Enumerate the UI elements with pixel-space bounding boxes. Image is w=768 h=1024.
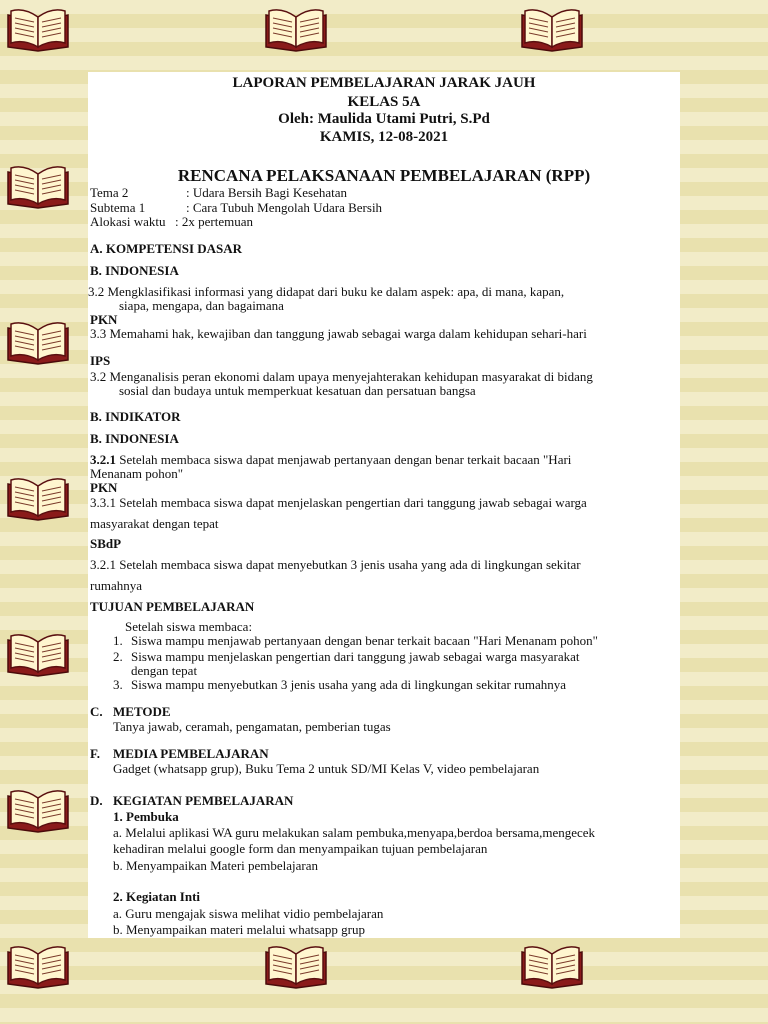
author-label: Oleh: Maulida Utami Putri, S.Pd	[278, 111, 490, 127]
book-icon	[262, 940, 330, 990]
objective-number: 2.	[113, 649, 123, 664]
section-heading: MEDIA PEMBELAJARAN	[113, 746, 269, 761]
activity-text: kehadiran melalui google form dan menyampaikan tujuan pembelajaran	[113, 841, 488, 856]
objective-text: Siswa mampu menjelaskan pengertian dari tanggung jawab sebagai warga masyarakat	[131, 649, 580, 664]
indicator-text: Menanam pohon"	[90, 466, 184, 481]
section-letter: D.	[90, 793, 103, 808]
indicator-text	[90, 452, 571, 467]
subject-heading: IPS	[90, 353, 111, 368]
section-heading: TUJUAN PEMBELAJARAN	[90, 599, 255, 614]
book-icon	[4, 3, 72, 53]
section-heading: A. KOMPETENSI DASAR	[90, 241, 243, 256]
class-label: KELAS 5A	[347, 94, 421, 110]
meta-label: Alokasi waktu	[90, 214, 166, 229]
objective-number: 3.	[113, 677, 123, 692]
meta-label: Subtema 1	[90, 200, 146, 215]
competency-text: siapa, mengapa, dan bagaimana	[119, 298, 284, 313]
objective-intro: Setelah siswa membaca:	[125, 619, 253, 634]
objective-number: 1.	[113, 633, 123, 648]
subject-heading: B. INDONESIA	[90, 431, 179, 446]
book-icon	[4, 160, 72, 210]
section-heading: METODE	[113, 704, 171, 719]
activity-text: a. Melalui aplikasi WA guru melakukan salam pembuka,menyapa,berdoa bersama,mengecek	[113, 825, 596, 840]
activity-text: a. Guru mengajak siswa melihat vidio pembelajaran	[113, 906, 384, 921]
meta-value: : Udara Bersih Bagi Kesehatan	[186, 185, 348, 200]
indicator-text: masyarakat dengan tepat	[90, 516, 219, 531]
subject-heading: PKN	[90, 480, 118, 495]
rpp-title: RENCANA PELAKSANAAN PEMBELAJARAN (RPP)	[177, 166, 591, 185]
book-icon	[518, 940, 586, 990]
competency-text: 3.3 Memahami hak, kewajiban dan tanggung jawab sebagai warga dalam kehidupan sehari-hari	[90, 326, 587, 341]
report-title: LAPORAN PEMBELAJARAN JARAK JAUH	[232, 75, 536, 91]
competency-text: sosial dan budaya untuk memperkuat kesatuan dan persatuan bangsa	[119, 383, 476, 398]
subject-heading: B. INDONESIA	[90, 263, 179, 278]
indicator-text: 3.3.1 Setelah membaca siswa dapat menjelaskan pengertian dari tanggung jawab sebagai warga	[90, 495, 587, 510]
indicator-number: 3.2.1	[90, 452, 116, 467]
subject-heading: SBdP	[90, 536, 122, 551]
objective-text-part: Siswa mampu menjawab pertanyaan dengan benar terkait bacaan "Hari Menanam pohon"	[131, 633, 598, 648]
activity-text: b. Menyampaikan Materi pembelajaran	[113, 858, 319, 873]
indicator-text: rumahnya	[90, 578, 142, 593]
section-letter: C.	[90, 704, 103, 719]
book-icon	[4, 940, 72, 990]
book-icon	[262, 3, 330, 53]
indicator-text: 3.2.1 Setelah membaca siswa dapat menyebutkan 3 jenis usaha yang ada di lingkungan sekitar	[90, 557, 581, 572]
document-page	[88, 72, 680, 938]
meta-value: : 2x pertemuan	[175, 214, 253, 229]
date-label: KAMIS, 12-08-2021	[319, 129, 449, 145]
method-text: Tanya jawab, ceramah, pengamatan, pemberian tugas	[113, 719, 391, 734]
indicator-text-part: Setelah membaca siswa dapat menjawab pertanyaan dengan benar terkait bacaan "Hari	[116, 452, 572, 467]
competency-text: 3.2 Mengklasifikasi informasi yang didapat dari buku ke dalam aspek: apa, di mana, kapan,	[88, 284, 565, 299]
book-icon	[4, 472, 72, 522]
book-icon	[518, 3, 586, 53]
activity-subheading: 1. Pembuka	[113, 809, 179, 824]
competency-text: 3.2 Menganalisis peran ekonomi dalam upaya menyejahterakan kehidupan masyarakat di bidang	[90, 369, 593, 384]
activity-text: b. Menyampaikan materi melalui whatsapp grup	[113, 922, 365, 937]
subject-heading: PKN	[90, 312, 118, 327]
section-letter: F.	[90, 746, 100, 761]
book-icon	[4, 316, 72, 366]
section-heading: B. INDIKATOR	[90, 409, 181, 424]
objective-text: Siswa mampu menyebutkan 3 jenis usaha yang ada di lingkungan sekitar rumahnya	[131, 677, 567, 692]
objective-text: dengan tepat	[131, 663, 198, 678]
meta-value: : Cara Tubuh Mengolah Udara Bersih	[186, 200, 383, 215]
section-heading: KEGIATAN PEMBELAJARAN	[113, 793, 294, 808]
activity-subheading: 2. Kegiatan Inti	[113, 889, 201, 904]
book-icon	[4, 784, 72, 834]
media-text: Gadget (whatsapp grup), Buku Tema 2 untuk SD/MI Kelas V, video pembelajaran	[113, 761, 540, 776]
book-icon	[4, 628, 72, 678]
objective-text	[131, 633, 598, 648]
meta-label: Tema 2	[90, 185, 129, 200]
